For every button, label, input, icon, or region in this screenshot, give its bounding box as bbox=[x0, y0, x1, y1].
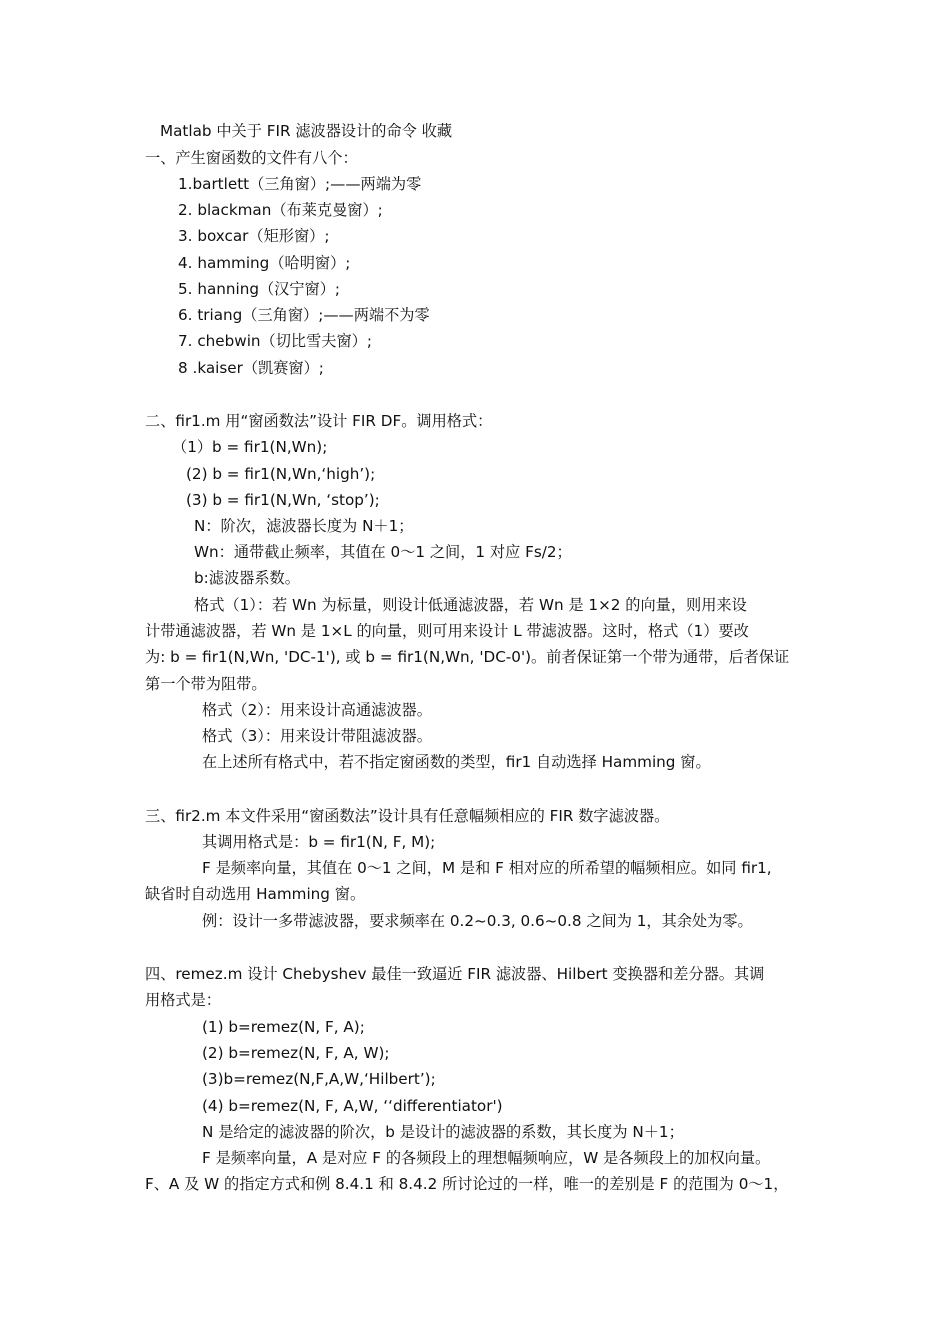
window-item: 4. hamming（哈明窗）; bbox=[178, 254, 351, 272]
remez-format-4: (4) b=remez(N, F, A,W, ‘‘differentiator') bbox=[202, 1097, 503, 1115]
default-window-note: 在上述所有格式中，若不指定窗函数的类型，fir1 自动选择 Hamming 窗。 bbox=[202, 753, 711, 771]
fir1-format-2: (2) b = fir1(N,Wn,‘high’); bbox=[186, 465, 376, 483]
section-4-heading-cont: 用格式是： bbox=[145, 991, 221, 1009]
section-1-heading: 一、产生窗函数的文件有八个： bbox=[145, 149, 358, 167]
window-item: 6. triang（三角窗）;——两端不为零 bbox=[178, 306, 430, 324]
section-4-heading: 四、remez.m 设计 Chebyshev 最佳一致逼近 FIR 滤波器、Hilbert 变换器和差分器。其调 bbox=[145, 965, 765, 983]
window-item: 8 .kaiser（凯赛窗）; bbox=[178, 359, 324, 377]
paragraph-line: 计带通滤波器，若 Wn 是 1×L 的向量，则可用来设计 L 带滤波器。这时，格式（1）要改 bbox=[145, 622, 749, 640]
paragraph-line: 第一个带为阻带。 bbox=[145, 675, 267, 693]
fir1-format-1: （1）b = fir1(N,Wn); bbox=[172, 438, 328, 456]
section-3-heading: 三、fir2.m 本文件采用“窗函数法”设计具有任意幅频相应的 FIR 数字滤波器。 bbox=[145, 807, 670, 825]
param-n: N：阶次，滤波器长度为 N＋1； bbox=[194, 517, 414, 535]
paragraph-line: 为: b = fir1(N,Wn, 'DC-1'), 或 b = fir1(N,Wn, 'DC-0')。前者保证第一个带为通带，后者保证 bbox=[145, 648, 790, 666]
remez-format-1: (1) b=remez(N, F, A); bbox=[202, 1018, 365, 1036]
fir1-format-3: (3) b = fir1(N,Wn, ‘stop’); bbox=[186, 491, 380, 509]
paragraph-line: F 是频率向量，A 是对应 F 的各频段上的理想幅频响应，W 是各频段上的加权向量。 bbox=[202, 1149, 771, 1167]
window-item: 3. boxcar（矩形窗）; bbox=[178, 227, 330, 245]
paragraph-line: F、A 及 W 的指定方式和例 8.4.1 和 8.4.2 所讨论过的一样，唯一的差别是 F 的范围为 0～1， bbox=[145, 1175, 789, 1193]
paragraph-line: 格式（1）：若 Wn 为标量，则设计低通滤波器，若 Wn 是 1×2 的向量，则用来设 bbox=[194, 596, 747, 614]
param-b: b:滤波器系数。 bbox=[194, 569, 300, 587]
format-2-note: 格式（2）：用来设计高通滤波器。 bbox=[202, 701, 432, 719]
remez-format-3: (3)b=remez(N,F,A,W,‘Hilbert’); bbox=[202, 1070, 436, 1088]
param-wn: Wn：通带截止频率，其值在 0～1 之间，1 对应 Fs/2； bbox=[194, 543, 572, 561]
window-item: 7. chebwin（切比雪夫窗）; bbox=[178, 332, 372, 350]
fir2-call: 其调用格式是：b = fir1(N, F, M); bbox=[202, 833, 436, 851]
window-item: 2. blackman（布莱克曼窗）; bbox=[178, 201, 383, 219]
fir2-example: 例：设计一多带滤波器，要求频率在 0.2~0.3, 0.6~0.8 之间为 1，其余处为零。 bbox=[202, 912, 753, 930]
format-3-note: 格式（3）：用来设计带阻滤波器。 bbox=[202, 727, 432, 745]
document-title: Matlab 中关于 FIR 滤波器设计的命令 收藏 bbox=[160, 122, 453, 140]
remez-format-2: (2) b=remez(N, F, A, W); bbox=[202, 1044, 390, 1062]
paragraph-line: 缺省时自动选用 Hamming 窗。 bbox=[145, 885, 366, 903]
window-item: 5. hanning（汉宁窗）; bbox=[178, 280, 341, 298]
window-item: 1.bartlett（三角窗）;——两端为零 bbox=[178, 175, 422, 193]
paragraph-line: F 是频率向量，其值在 0～1 之间，M 是和 F 相对应的所希望的幅频相应。如同 fir1, bbox=[202, 859, 772, 877]
section-2-heading: 二、fir1.m 用“窗函数法”设计 FIR DF。调用格式： bbox=[145, 412, 493, 430]
remez-param-n: N 是给定的滤波器的阶次，b 是设计的滤波器的系数，其长度为 N＋1； bbox=[202, 1123, 684, 1141]
